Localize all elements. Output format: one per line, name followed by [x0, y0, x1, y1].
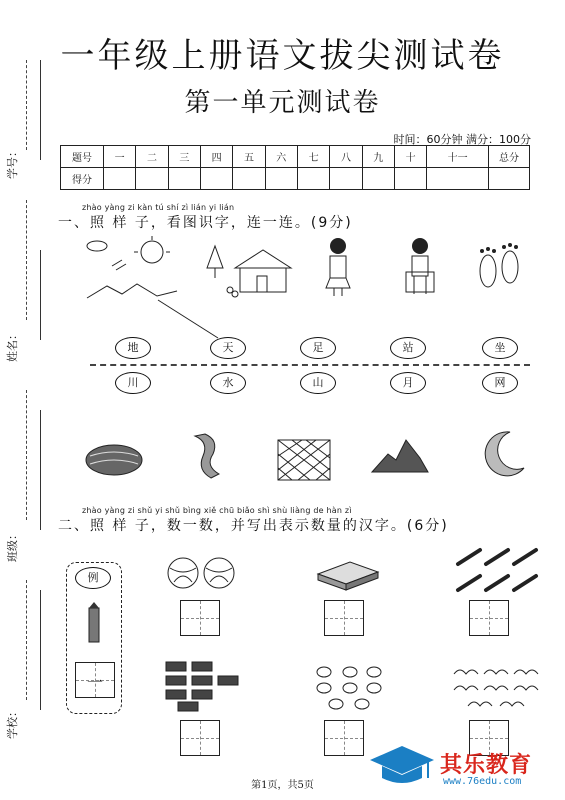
table-cell: 题号 [61, 146, 104, 168]
time-info: 时间：60分钟 满分：100分 [393, 133, 531, 146]
water-picture [185, 432, 225, 482]
answer-box[interactable] [180, 600, 220, 636]
score-table-score-row [61, 168, 530, 190]
q1-instruction: 一、照 样 子，看图识字，连一连。(9分) [58, 215, 353, 231]
crayon-picture [84, 602, 104, 646]
standing-girl-picture [318, 236, 358, 298]
table-cell: 九 [362, 146, 394, 168]
table-cell: 二 [136, 146, 168, 168]
logo-text: 其乐教育 [440, 753, 533, 778]
score-input-cell[interactable] [297, 168, 329, 190]
score-input-cell[interactable] [330, 168, 362, 190]
side-label-student-id: 学号： [6, 146, 19, 179]
char-oval[interactable]: 地 [115, 337, 151, 359]
table-cell: 十一 [427, 146, 489, 168]
example-label: 例 [75, 567, 111, 589]
answer-box[interactable] [324, 600, 364, 636]
score-input-cell[interactable] [362, 168, 394, 190]
side-label-name: 姓名： [6, 329, 19, 362]
answer-box[interactable] [324, 720, 364, 756]
score-input-cell[interactable] [104, 168, 136, 190]
footprints-picture [470, 243, 530, 293]
exam-title: 一年级上册语文拔尖测试卷 [60, 36, 505, 76]
candies-picture [312, 664, 388, 712]
river-picture [84, 440, 144, 480]
page-footer: 第1页，共5页 [251, 780, 314, 791]
underline [40, 590, 41, 710]
books-picture [314, 554, 384, 594]
example-answer-box [75, 662, 115, 698]
char-oval[interactable]: 天 [210, 337, 246, 359]
underline [40, 250, 41, 340]
logo-url: www.76edu.com [443, 776, 522, 787]
score-input-cell[interactable] [427, 168, 489, 190]
score-input-cell[interactable] [394, 168, 426, 190]
example-answer: 一 [86, 673, 103, 692]
mountain-picture [370, 436, 430, 476]
birds-picture [450, 664, 542, 714]
net-picture [272, 436, 342, 486]
score-input-cell[interactable] [265, 168, 297, 190]
table-cell: 一 [104, 146, 136, 168]
char-oval[interactable]: 足 [300, 337, 336, 359]
binding-line [26, 580, 27, 700]
char-oval[interactable]: 网 [482, 372, 518, 394]
graduation-cap-icon [366, 742, 438, 790]
score-input-cell[interactable] [489, 168, 530, 190]
score-input-cell[interactable] [233, 168, 265, 190]
moon-picture [478, 428, 528, 478]
char-oval[interactable]: 山 [300, 372, 336, 394]
table-cell: 十 [394, 146, 426, 168]
table-cell: 七 [297, 146, 329, 168]
side-label-class: 班级： [6, 529, 19, 562]
score-input-cell[interactable] [168, 168, 200, 190]
exam-subtitle: 第一单元测试卷 [184, 88, 381, 118]
house-tree-picture [195, 238, 295, 303]
erasers-picture [162, 660, 244, 712]
side-label-school: 学校： [6, 706, 19, 739]
answer-box[interactable] [180, 720, 220, 756]
q2-pinyin: zhào yàng zi shǔ yi shǔ bìng xiě chū biǎo shì shù liàng de hàn zì [82, 506, 352, 515]
table-cell: 得分 [61, 168, 104, 190]
sky-earth-picture [82, 236, 182, 306]
char-oval[interactable]: 水 [210, 372, 246, 394]
char-oval[interactable]: 坐 [482, 337, 518, 359]
table-cell: 六 [265, 146, 297, 168]
binding-line [26, 390, 27, 520]
table-cell: 八 [330, 146, 362, 168]
table-cell: 三 [168, 146, 200, 168]
char-oval[interactable]: 站 [390, 337, 426, 359]
score-input-cell[interactable] [136, 168, 168, 190]
table-cell: 总分 [489, 146, 530, 168]
q2-instruction: 二、照 样 子，数一数，并写出表示数量的汉字。(6分) [58, 518, 449, 534]
binding-line [26, 200, 27, 320]
table-cell: 四 [200, 146, 232, 168]
q1-pinyin: zhào yàng zi kàn tú shí zì lián yi lián [82, 203, 235, 212]
score-input-cell[interactable] [200, 168, 232, 190]
table-cell: 五 [233, 146, 265, 168]
underline [40, 410, 41, 530]
pencils-picture [454, 544, 544, 596]
score-table [60, 145, 530, 190]
answer-box[interactable] [469, 600, 509, 636]
score-table-header-row [61, 146, 530, 168]
sitting-boy-picture [400, 236, 440, 298]
divider-dashed [90, 364, 530, 366]
char-oval[interactable]: 月 [390, 372, 426, 394]
volleyballs-picture [166, 556, 238, 590]
char-oval[interactable]: 川 [115, 372, 151, 394]
